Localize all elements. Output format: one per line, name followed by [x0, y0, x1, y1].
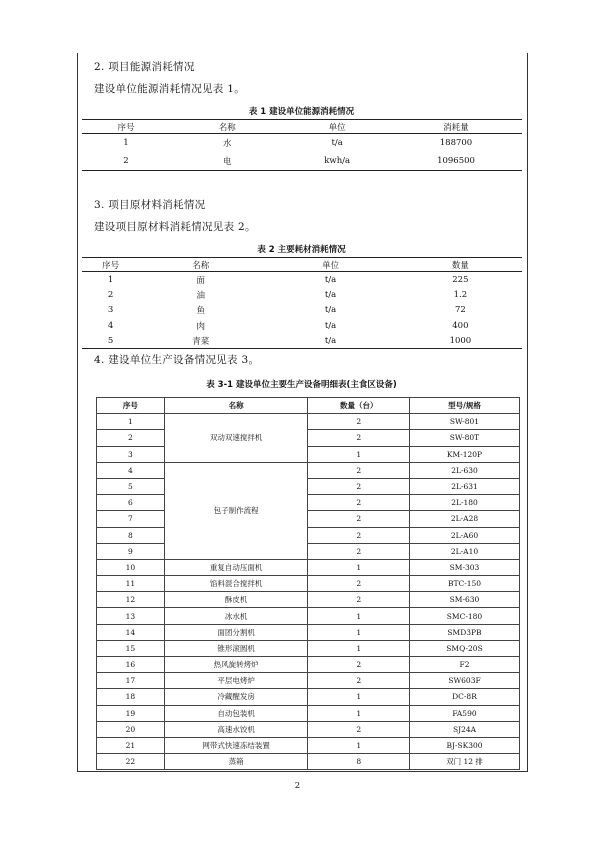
- equipment-table: [96, 397, 520, 770]
- column-header: 名称: [139, 258, 262, 272]
- table-cell: 1000: [399, 333, 522, 349]
- table-cell: 1.2: [453, 289, 468, 300]
- table-cell: 2: [308, 478, 410, 494]
- table-row: [97, 478, 520, 494]
- section-heading-equipment: 4. 建设单位生产设备情况见表 3。: [94, 354, 260, 366]
- page-number: 2: [294, 781, 301, 791]
- table-cell: 20: [97, 721, 165, 737]
- table-row: [97, 462, 520, 478]
- table-cell: 1: [308, 608, 410, 624]
- table-cell: 鱼: [196, 306, 206, 317]
- table-cell: SMD3PB: [410, 624, 520, 640]
- table-row: [82, 318, 522, 333]
- table-cell: 2: [308, 673, 410, 689]
- table-cell: SJ24A: [410, 721, 520, 737]
- table-cell: SW603F: [410, 673, 520, 689]
- table-cell: 8: [97, 527, 165, 543]
- table-cell: 自动包装机: [164, 705, 308, 721]
- table-cell: 热风旋转烤炉: [164, 657, 308, 673]
- table-cell: t/a: [324, 320, 337, 331]
- table-cell: 2L-180: [410, 495, 520, 511]
- table-cell: 肉: [196, 321, 206, 332]
- table-cell: 2: [308, 721, 410, 737]
- table-cell: SW-80T: [410, 430, 520, 446]
- table-row: [97, 689, 520, 705]
- table-cell: 馅料混合搅拌机: [164, 576, 308, 592]
- materials-table: [82, 257, 522, 349]
- table-cell: 2L-A28: [410, 511, 520, 527]
- table-cell: 2: [308, 511, 410, 527]
- table-cell: 400: [452, 320, 469, 331]
- table-caption-3: 表 3-1 建设单位主要生产设备明细表(主食区设备): [206, 380, 397, 390]
- table-cell: 15: [97, 640, 165, 656]
- table-cell: 14: [97, 624, 165, 640]
- column-header: 名称: [170, 120, 284, 134]
- table-row: [97, 559, 520, 575]
- column-header: 消耗量: [390, 120, 522, 134]
- table-cell: 1: [308, 640, 410, 656]
- table-row: [97, 624, 520, 640]
- table-row: [97, 446, 520, 462]
- column-header: 序号: [82, 258, 139, 272]
- table-cell: 电: [170, 152, 284, 171]
- table-cell: FA590: [410, 705, 520, 721]
- table-cell: 22: [97, 754, 165, 770]
- table-cell: t/a: [262, 333, 398, 349]
- table-cell: 4: [97, 462, 165, 478]
- table-cell: 4: [107, 320, 114, 331]
- table-cell: 水: [222, 139, 232, 149]
- table-cell: 2: [308, 462, 410, 478]
- table-cell: 1: [308, 689, 410, 705]
- table-cell: 1: [308, 446, 410, 462]
- table-cell: 2: [97, 430, 165, 446]
- table-cell: 8: [308, 754, 410, 770]
- table-cell: 7: [97, 511, 165, 527]
- table-cell: 2: [308, 576, 410, 592]
- table-row: [97, 543, 520, 559]
- section-intro-energy: 建设单位能源消耗情况见表 1。: [94, 83, 246, 95]
- table-row: [82, 303, 522, 318]
- column-header: 名称: [164, 398, 308, 414]
- table-cell: 2: [308, 592, 410, 608]
- table-cell: 双门 12 排: [410, 754, 520, 770]
- table-cell: 1096500: [390, 152, 522, 171]
- table-cell: BTC-150: [410, 576, 520, 592]
- column-header: 序号: [82, 120, 170, 134]
- table-cell: 3: [107, 305, 114, 316]
- table-cell: 17: [97, 673, 165, 689]
- table-row: [97, 673, 520, 689]
- table-cell: 21: [97, 737, 165, 753]
- table-cell: 1: [308, 624, 410, 640]
- table-cell: 9: [97, 543, 165, 559]
- table-cell: F2: [410, 657, 520, 673]
- table-cell: 1: [107, 274, 114, 285]
- table-row: [82, 333, 522, 349]
- table-cell: SMC-180: [410, 608, 520, 624]
- table-row: [97, 721, 520, 737]
- table-cell: 1: [308, 705, 410, 721]
- table-cell: 72: [454, 305, 466, 316]
- section-heading-energy: 2. 项目能源消耗情况: [94, 61, 195, 73]
- table-cell: 1: [308, 737, 410, 753]
- table-cell: 2: [82, 152, 170, 171]
- table-cell: 19: [97, 705, 165, 721]
- table-cell: 6: [97, 495, 165, 511]
- table-row: [97, 657, 520, 673]
- table-cell: 2: [308, 543, 410, 559]
- table-cell: t/a: [324, 305, 337, 316]
- table-cell: 225: [452, 274, 469, 285]
- table-cell: 2: [107, 289, 114, 300]
- table-cell: t/a: [324, 274, 337, 285]
- column-header: 单位: [262, 258, 398, 272]
- table-row: [97, 737, 520, 753]
- table-cell: 18: [97, 689, 165, 705]
- section-intro-materials: 建设项目原材料消耗情况见表 2。: [94, 221, 256, 233]
- table-cell: 13: [97, 608, 165, 624]
- table-row: [82, 287, 522, 302]
- table-cell: 冰水机: [164, 608, 308, 624]
- table-row: [97, 430, 520, 446]
- table-cell: SM-303: [410, 559, 520, 575]
- table-cell: 2: [308, 657, 410, 673]
- table-cell: 2L-631: [410, 478, 520, 494]
- table-cell: 11: [97, 576, 165, 592]
- merged-name-cell: 双动双速搅拌机: [164, 414, 308, 463]
- table-cell: BJ-SK300: [410, 737, 520, 753]
- table-cell: 5: [82, 333, 139, 349]
- table-cell: 高速水饺机: [164, 721, 308, 737]
- table-cell: 面团分割机: [164, 624, 308, 640]
- table-cell: 面: [196, 275, 206, 286]
- table-row: [97, 527, 520, 543]
- table-cell: 青菜: [139, 333, 262, 349]
- energy-table: [82, 119, 522, 171]
- table-cell: SMQ-20S: [410, 640, 520, 656]
- table-cell: 2: [308, 527, 410, 543]
- table-cell: 1: [308, 559, 410, 575]
- table-cell: 2L-A10: [410, 543, 520, 559]
- section-heading-materials: 3. 项目原材料消耗情况: [94, 199, 206, 211]
- table-cell: 冷藏醒发房: [164, 689, 308, 705]
- table-row: [97, 414, 520, 430]
- column-header: 单位: [284, 120, 390, 134]
- table-cell: 2L-A60: [410, 527, 520, 543]
- column-header: 数量（台）: [308, 398, 410, 414]
- table-cell: 12: [97, 592, 165, 608]
- table-cell: 油: [196, 290, 206, 301]
- table-cell: 2: [308, 495, 410, 511]
- table-cell: 酥皮机: [164, 592, 308, 608]
- table-cell: SM-630: [410, 592, 520, 608]
- table-row: [97, 640, 520, 656]
- table-cell: 2L-630: [410, 462, 520, 478]
- column-header: 型号/规格: [410, 398, 520, 414]
- merged-name-cell: 包子制作流程: [164, 462, 308, 559]
- table-row: [97, 754, 520, 770]
- table-row: [97, 592, 520, 608]
- table-cell: 1: [97, 414, 165, 430]
- table-row: [82, 272, 522, 288]
- table-row: [97, 705, 520, 721]
- table-cell: SW-801: [410, 414, 520, 430]
- column-header: 序号: [97, 398, 165, 414]
- table-cell: KM-120P: [410, 446, 520, 462]
- table-cell: t/a: [324, 289, 337, 300]
- table-row: [82, 152, 522, 171]
- table-row: [97, 608, 520, 624]
- table-cell: 16: [97, 657, 165, 673]
- table-cell: DC-8R: [410, 689, 520, 705]
- table-cell: 5: [97, 478, 165, 494]
- table-cell: 2: [308, 430, 410, 446]
- table-cell: 蒸箱: [164, 754, 308, 770]
- table-cell: 10: [97, 559, 165, 575]
- table-cell: 锥形滚圆机: [164, 640, 308, 656]
- table-cell: kwh/a: [284, 152, 390, 171]
- table-row: [82, 134, 522, 153]
- table-row: [97, 495, 520, 511]
- table-caption-1: 表 1 建设单位能源消耗情况: [248, 107, 355, 117]
- table-cell: 1: [123, 138, 129, 148]
- column-header: 数量: [399, 258, 522, 272]
- table-cell: 2: [308, 414, 410, 430]
- table-cell: 网带式快速冻结装置: [164, 737, 308, 753]
- table-cell: 平层电烤炉: [164, 673, 308, 689]
- table-cell: 重复自动压面机: [164, 559, 308, 575]
- table-row: [97, 511, 520, 527]
- table-cell: 3: [97, 446, 165, 462]
- table-cell: 188700: [439, 138, 473, 148]
- table-row: [97, 576, 520, 592]
- table-caption-2: 表 2 主要耗材消耗情况: [257, 245, 346, 255]
- table-cell: t/a: [331, 138, 343, 148]
